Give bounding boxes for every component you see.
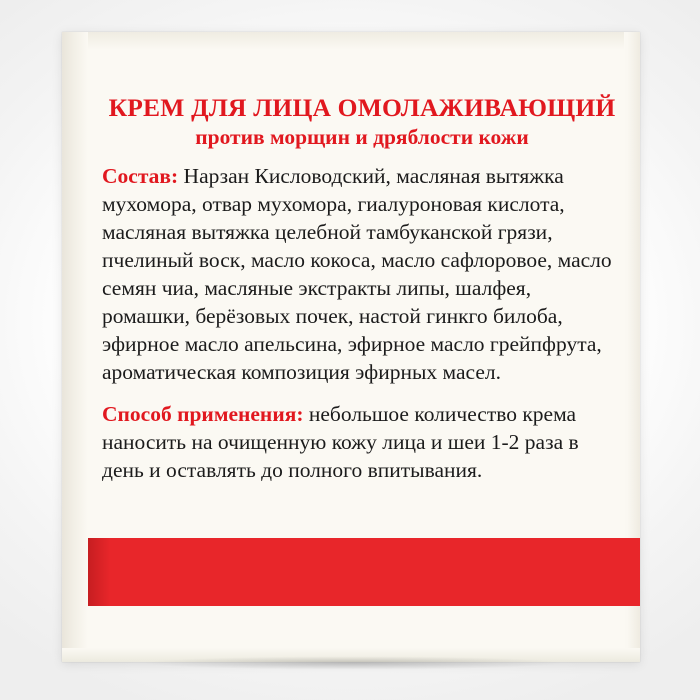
title-block <box>102 94 622 149</box>
product-carton <box>62 32 640 662</box>
label-text-block <box>102 94 622 485</box>
ingredients-paragraph <box>102 163 622 387</box>
product-title: КРЕМ ДЛЯ ЛИЦА ОМОЛАЖИВАЮЩИЙ <box>108 93 616 122</box>
red-bottom-band <box>88 538 640 606</box>
carton-drop-shadow <box>70 655 636 671</box>
usage-label: Способ применения: <box>102 401 304 426</box>
carton-left-fold <box>62 32 88 662</box>
red-band-shading <box>88 538 110 606</box>
ingredients-label: Состав: <box>102 164 179 189</box>
product-subtitle: против морщин и дряблости кожи <box>195 124 529 149</box>
carton-top-edge <box>62 32 640 50</box>
ingredients-text: Нарзан Кисловодский, масляная вытяжка мухомора, отвар мухомора, гиалуроновая кислота, масляная вытяжка целебной тамбуканской грязи, пчелиный воск, масло кокоса, масло сафлоровое, масло семян чиа, масляные экстракты липы, шалфея, ромашки, берёзовых почек, настой гинкго билоба, эфирное масло апельсина, эфирное масло грейпфрута, ароматическая композиция эфирных масел. <box>102 164 612 384</box>
usage-paragraph <box>102 401 622 485</box>
usage-text: небольшое количество крема наносить на очищенную кожу лица и шеи 1-2 раза в день и оставлять до полного впитывания. <box>102 401 579 482</box>
